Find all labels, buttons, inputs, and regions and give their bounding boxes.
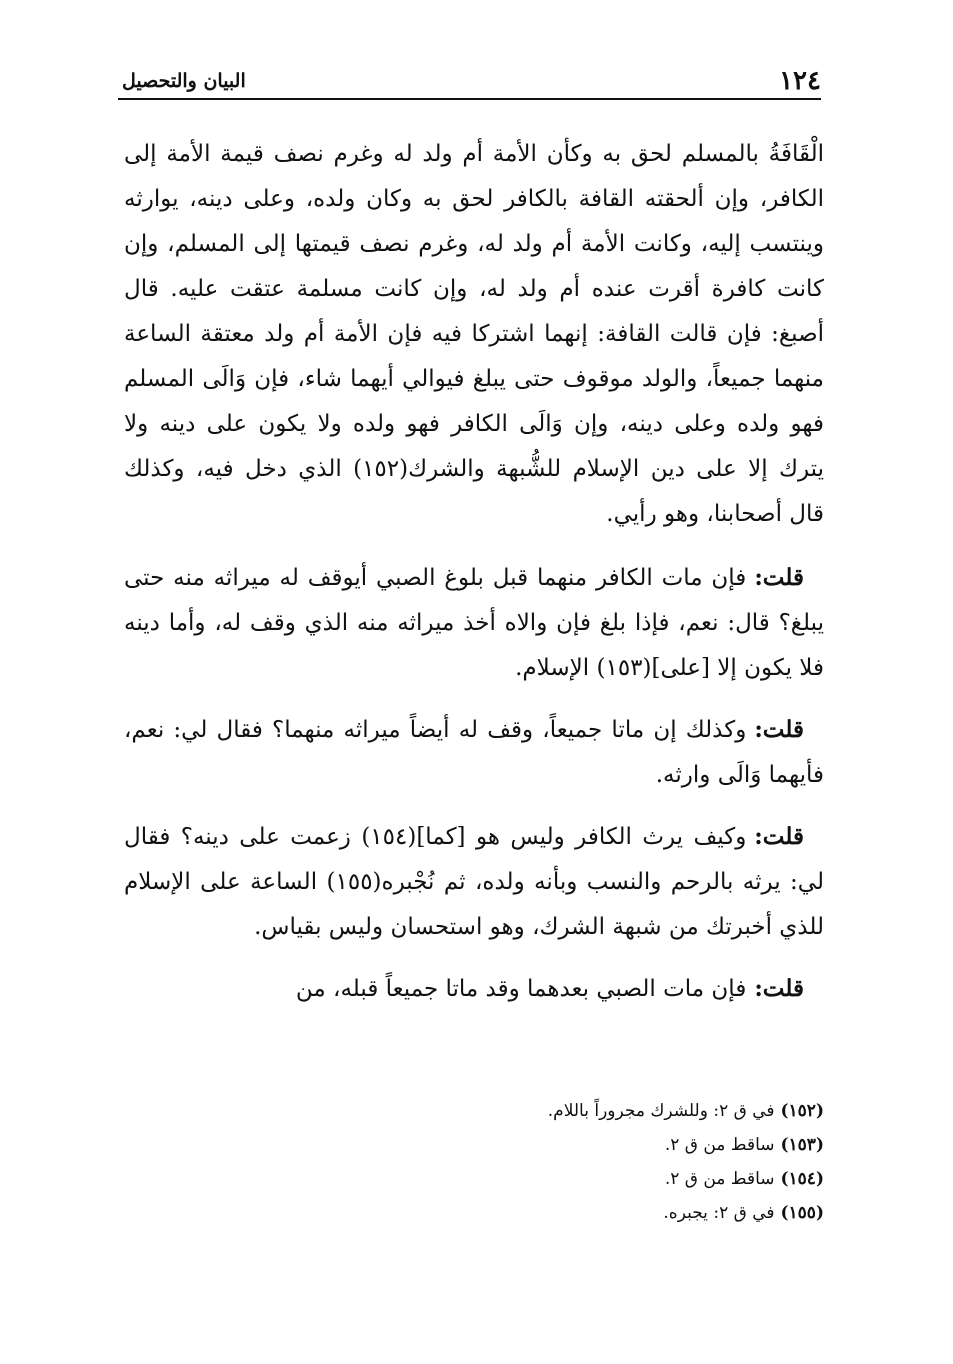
footnote-152 [124, 1094, 824, 1128]
paragraph-2 [124, 555, 824, 691]
paragraph-text: فإن مات الصبي بعدهما وقد ماتا جميعاً قبله، من [295, 976, 747, 1002]
header-rule [118, 98, 821, 100]
footnote-number: (١٥٥) [780, 1203, 824, 1223]
page-number: ١٢٤ [779, 66, 821, 96]
running-header [118, 62, 821, 100]
paragraph-1 [124, 132, 824, 537]
paragraph-4 [124, 814, 824, 950]
footnote-text: في ق ٢: وللشرك مجروراً باللام. [547, 1101, 775, 1121]
paragraph-text: الْقَافَةُ بالمسلم لحق به وكأن الأمة أم ولد له وغرم نصف قيمة الأمة إلى الكافر، وإن ألحقته القافة بالكافر لحق به وكان ولده، وعلى دينه، يوارثه وينتسب إليه، وكانت الأمة أم ولد له، وغرم نصف قيمتها إلى المسلم، وإن كانت كافرة أقرت عنده أم ولد له، وإن كانت مسلمة عتقت عليه. قال أصبغ: فإن قالت القافة: إنهما اشتركا فيه فإن الأمة أم ولد معتقة الساعة منهما جميعاً، والولد موقوف حتى يبلغ فيوالي أيهما شاء، فإن وَالَى المسلم فهو ولده وعلى دينه، وإن وَالَى الكافر فهو ولده ولا يكون على دينه ولا يترك إلا على دين الإسلام للشُّبهة والشرك(١٥٢) الذي دخل فيه، وكذلك قال أصحابنا، وهو رأيي. [124, 141, 824, 527]
footnote-text: ساقط من ق ٢. [664, 1169, 775, 1189]
footnotes [124, 1094, 824, 1230]
footnote-text: في ق ٢: يجبره. [663, 1203, 775, 1223]
footnote-text: ساقط من ق ٢. [664, 1135, 775, 1155]
footnote-number: (١٥٤) [780, 1169, 824, 1189]
main-text [124, 132, 824, 1012]
paragraph-5 [124, 966, 824, 1012]
book-title: البيان والتحصيل [122, 70, 246, 92]
question-label: قلت: [754, 564, 804, 591]
paragraph-text: فإن مات الكافر منهما قبل بلوغ الصبي أيوقف له ميراثه منه حتى يبلغ؟ قال: نعم، فإذا بلغ فإن والاه أخذ ميراثه منه الذي وقف له، وأما دينه فلا يكون إلا [على](١٥٣) الإسلام. [124, 565, 824, 681]
footnote-number: (١٥٢) [780, 1101, 824, 1121]
paragraph-text: وكذلك إن ماتا جميعاً، وقف له أيضاً ميراثه منهما؟ فقال لي: نعم، فأيهما وَالَى وارثه. [124, 717, 824, 788]
footnote-155 [124, 1196, 824, 1230]
question-label: قلت: [754, 716, 804, 743]
question-label: قلت: [754, 975, 804, 1002]
question-label: قلت: [754, 823, 804, 850]
paragraph-text: وكيف يرث الكافر وليس هو [كما](١٥٤) زعمت على دينه؟ فقال لي: يرثه بالرحم والنسب وبأنه ولده، ثم نُجْبره(١٥٥) الساعة على الإسلام للذي أخبرتك من شبهة الشرك، وهو استحسان وليس بقياس. [124, 824, 824, 940]
footnote-153 [124, 1128, 824, 1162]
paragraph-3 [124, 707, 824, 798]
footnote-number: (١٥٣) [780, 1135, 824, 1155]
footnote-154 [124, 1162, 824, 1196]
